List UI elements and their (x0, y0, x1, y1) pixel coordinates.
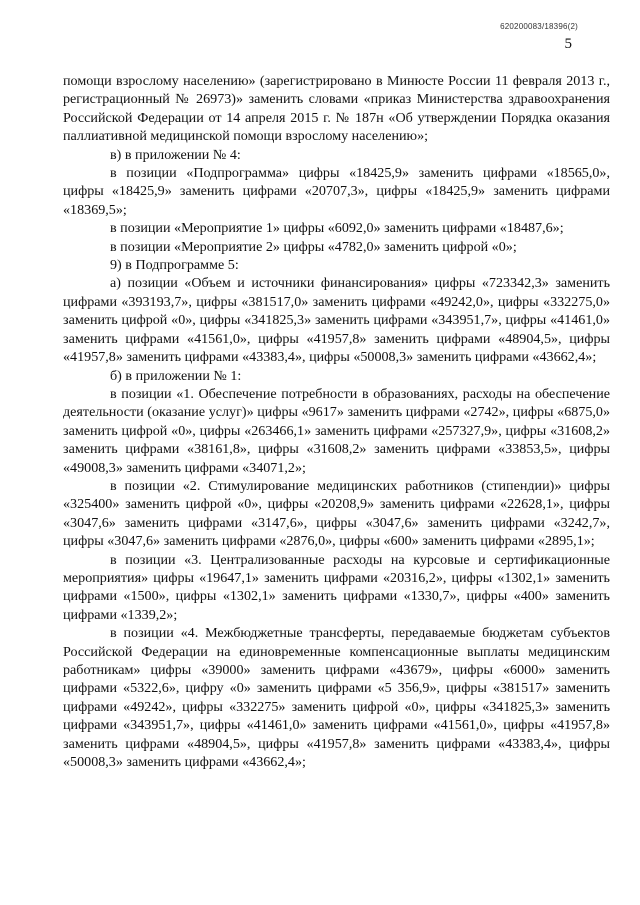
paragraph-position-3: в позиции «3. Централизованные расходы на курсовые и сертификационные мероприятия» цифры «19647,1» заменить цифрами «20316,2», цифры «1302,1» заменить цифрами «1500», цифры «1302,1» заменить цифрами «1330,7», цифры «400» заменить цифрами «1339,2»; (63, 551, 610, 623)
paragraph-item-a: а) позиции «Объем и источники финансирования» цифры «723342,3» заменить цифрами «393193,7», цифры «381517,0» заменить цифрами «49242,0», цифры «332275,0» заменить цифрой «0», цифры «341825,3» заменить цифрами «343951,7», цифры «41461,0» заменить цифрами «41561,0», цифры «41957,8» заменить цифрами «48904,5», цифры «41957,8» заменить цифрами «43383,4», цифры «50008,3» заменить цифрами «43662,4»; (63, 275, 610, 366)
paragraph-item-b: б) в приложении № 1: (110, 367, 242, 384)
paragraph-position-2: в позиции «2. Стимулирование медицинских работников (стипендии)» цифры «325400» заменить цифрой «0», цифры «20208,9» заменить цифрами «22628,1», цифры «3047,6» заменить цифрами «3147,6», цифры «3047,6» заменить цифрами «3242,7», цифры «3047,6» заменить цифрами «2876,0», цифры «600» заменить цифрами «2895,1»; (63, 477, 610, 550)
paragraph-measure-2: в позиции «Мероприятие 2» цифры «4782,0» заменить цифрой «0»; (110, 238, 517, 255)
document-body (63, 72, 610, 771)
paragraph-measure-1: в позиции «Мероприятие 1» цифры «6092,0» заменить цифрами «18487,6»; (110, 220, 564, 237)
page-number: 5 (564, 36, 572, 52)
paragraph-continuation: помощи взрослому населению» (зарегистрировано в Минюсте России 11 февраля 2013 г., регистрационный № 26973)» заменить словами «приказ Министерства здравоохранения Российской Федерации от 14 апреля 2015 г. № 187н «Об утверждении Порядка оказания паллиативной медицинской помощи взрослому населению»; (63, 73, 610, 145)
paragraph-item-9: 9) в Подпрограмме 5: (110, 257, 239, 274)
paragraph-subprogram: в позиции «Подпрограмма» цифры «18425,9» заменить цифрами «18565,0», цифры «18425,9» заменить цифрами «20707,3», цифры «18425,9» заменить цифрами «18369,5»; (63, 165, 610, 218)
paragraph-position-4: в позиции «4. Межбюджетные трансферты, передаваемые бюджетам субъектов Российской Федерации на единовременные компенсационные выплаты медицинским работникам» цифры «39000» заменить цифрами «43679», цифры «6000» заменить цифрами «5322,6», цифру «0» заменить цифрами «5 356,9», цифры «381517» заменить цифрами «49242», цифры «332275» заменить цифрой «0», цифры «341825,3» заменить цифрами «343951,7», цифры «41461,0» заменить цифрами «41561,0», цифры «41957,8» заменить цифрами «48904,5», цифры «41957,8» заменить цифрами «43383,4», цифры «50008,3» заменить цифрами «43662,4»; (63, 625, 610, 771)
paragraph-item-v: в) в приложении № 4: (110, 146, 241, 163)
paragraph-position-1: в позиции «1. Обеспечение потребности в образованиях, расходы на обеспечение деятельности (оказание услуг)» цифры «9617» заменить цифрами «2742», цифры «6875,0» заменить цифрой «0», цифры «263466,1» заменить цифрами «257327,9», цифры «31608,2» заменить цифрами «38161,8», цифры «31608,2» заменить цифрами «33853,5», цифры «49008,3» заменить цифрами «34071,2»; (63, 385, 610, 476)
document-id: 620200083/18396(2) (500, 22, 578, 31)
